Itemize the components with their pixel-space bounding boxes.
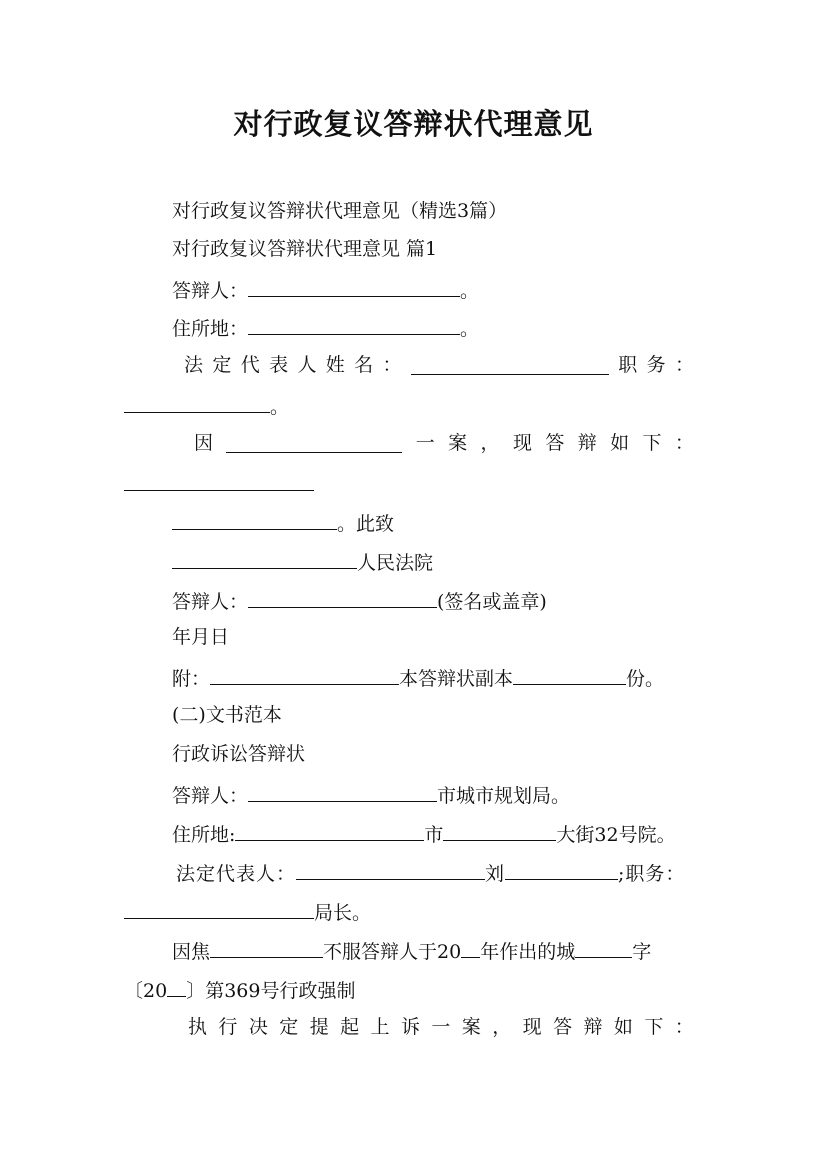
case-char: ： [674, 432, 694, 454]
duty2-text: ;职务： [618, 863, 686, 885]
defendant-line [172, 279, 479, 301]
period: 。 [460, 318, 480, 340]
exec-char: 辩 [583, 1016, 603, 1038]
blank-field [172, 512, 337, 530]
legal-rep-char: 定 [212, 354, 232, 376]
case-line [194, 434, 694, 453]
attach-label: 附： [172, 668, 211, 690]
attach-end: 份。 [626, 668, 665, 690]
legal-rep2-label: 法定代表人： [176, 863, 297, 885]
legal-rep-char: 姓 [325, 354, 345, 376]
legal-rep-char: 名 [354, 354, 374, 376]
duty-char: ： [674, 354, 694, 376]
to-line [172, 512, 394, 534]
chief-line [124, 901, 371, 923]
sign-line [172, 590, 547, 612]
blank-field [226, 435, 402, 453]
case-char: 下 [642, 432, 662, 454]
year-text: 年作出的城 [480, 941, 576, 963]
heading-full: 对行政复议答辩状代理意见（精选3篇） [172, 200, 508, 222]
legal-rep-line [184, 356, 694, 375]
exec-char: 行 [218, 1016, 238, 1038]
blank-field [210, 940, 323, 958]
blank-field [505, 862, 618, 880]
exec-char: 提 [309, 1016, 329, 1038]
period: 。 [460, 280, 480, 302]
because-text: 因焦 [172, 941, 211, 963]
period: 。 [270, 396, 290, 418]
legal-rep-char: 人 [297, 354, 317, 376]
exec-char: 定 [279, 1016, 299, 1038]
attach-mid: 本答辩状副本 [399, 668, 514, 690]
exec-char: 诉 [400, 1016, 420, 1038]
to-text: 。此致 [337, 513, 395, 535]
legal-rep-char: 表 [269, 354, 289, 376]
exec-line [188, 1018, 694, 1037]
case-prefix: 因 [194, 432, 214, 454]
legal-rep-char: ： [382, 354, 402, 376]
document-title: 对行政复议答辩状代理意见 [233, 107, 594, 141]
appeal-text: 不服答辩人于20 [323, 941, 462, 963]
exec-char: 下 [644, 1016, 664, 1038]
blank-field [461, 940, 480, 958]
blank-field [248, 317, 460, 335]
bureau-line [172, 784, 570, 806]
blank-field [167, 979, 186, 997]
blank-field [443, 823, 556, 841]
case-char: 答 [545, 432, 565, 454]
bureau-text: 市城市规划局。 [437, 785, 571, 807]
sign-text: (签名或盖章) [437, 591, 547, 613]
blank-field [296, 862, 485, 880]
attach-line [172, 667, 664, 689]
city-text: 市 [424, 824, 444, 846]
case-char: ， [480, 432, 500, 454]
liu-text: 刘 [485, 863, 506, 885]
court-line [172, 551, 433, 573]
exec-char: 决 [248, 1016, 268, 1038]
case-char: 现 [512, 432, 532, 454]
zi-text: 字 [632, 941, 652, 963]
duty-char: 务 [646, 354, 666, 376]
case-char: 案 [448, 432, 468, 454]
court-text: 人民法院 [357, 552, 434, 574]
exec-char: 上 [370, 1016, 390, 1038]
address2-line [172, 823, 676, 845]
duty-blank-line [124, 395, 289, 417]
number-open: 〔20 [124, 980, 168, 1002]
blank-field [172, 551, 357, 569]
blank-field [210, 667, 399, 685]
blank-field [124, 395, 270, 413]
chief-text: 局长。 [314, 902, 372, 924]
address2-label: 住所地: [172, 824, 236, 846]
exec-char: 现 [522, 1016, 542, 1038]
exec-char: 一 [431, 1016, 451, 1038]
exec-char: 起 [340, 1016, 360, 1038]
legal-rep-char: 法 [184, 354, 204, 376]
legal-rep2-line [176, 862, 685, 884]
legal-rep-char: 代 [240, 354, 260, 376]
blank-field [513, 667, 626, 685]
blank-field [575, 940, 632, 958]
blank-field [411, 357, 609, 375]
case-char: 如 [610, 432, 630, 454]
doc-title: 行政诉讼答辩状 [172, 743, 306, 765]
exec-char: 答 [553, 1016, 573, 1038]
exec-char: ： [674, 1016, 694, 1038]
blank-field [235, 823, 424, 841]
date-line: 年月日 [172, 626, 230, 648]
blank-field [124, 901, 314, 919]
blank-field [248, 784, 437, 802]
duty-char: 职 [618, 354, 638, 376]
number-close: 〕第369号行政强制 [186, 980, 356, 1002]
street-text: 大街32号院。 [556, 824, 676, 846]
exec-char: ， [492, 1016, 512, 1038]
exec-char: 执 [188, 1016, 208, 1038]
case-char: 一 [415, 432, 435, 454]
defendant-label: 答辩人： [172, 591, 249, 613]
defendant-label: 答辩人： [172, 785, 249, 807]
blank-field [248, 279, 460, 297]
address-label: 住所地： [172, 318, 249, 340]
blank-field [248, 590, 437, 608]
exec-char: 案 [461, 1016, 481, 1038]
defendant-label: 答辩人： [172, 280, 249, 302]
case-char: 辩 [577, 432, 597, 454]
heading-part1: 对行政复议答辩状代理意见 篇1 [172, 238, 438, 260]
exec-char: 如 [613, 1016, 633, 1038]
case-blank-line [124, 473, 314, 495]
blank-field [124, 473, 314, 491]
address-line [172, 317, 479, 339]
section-two: (二)文书范本 [172, 704, 282, 726]
number-line [124, 979, 355, 1001]
appeal-line [172, 940, 651, 962]
